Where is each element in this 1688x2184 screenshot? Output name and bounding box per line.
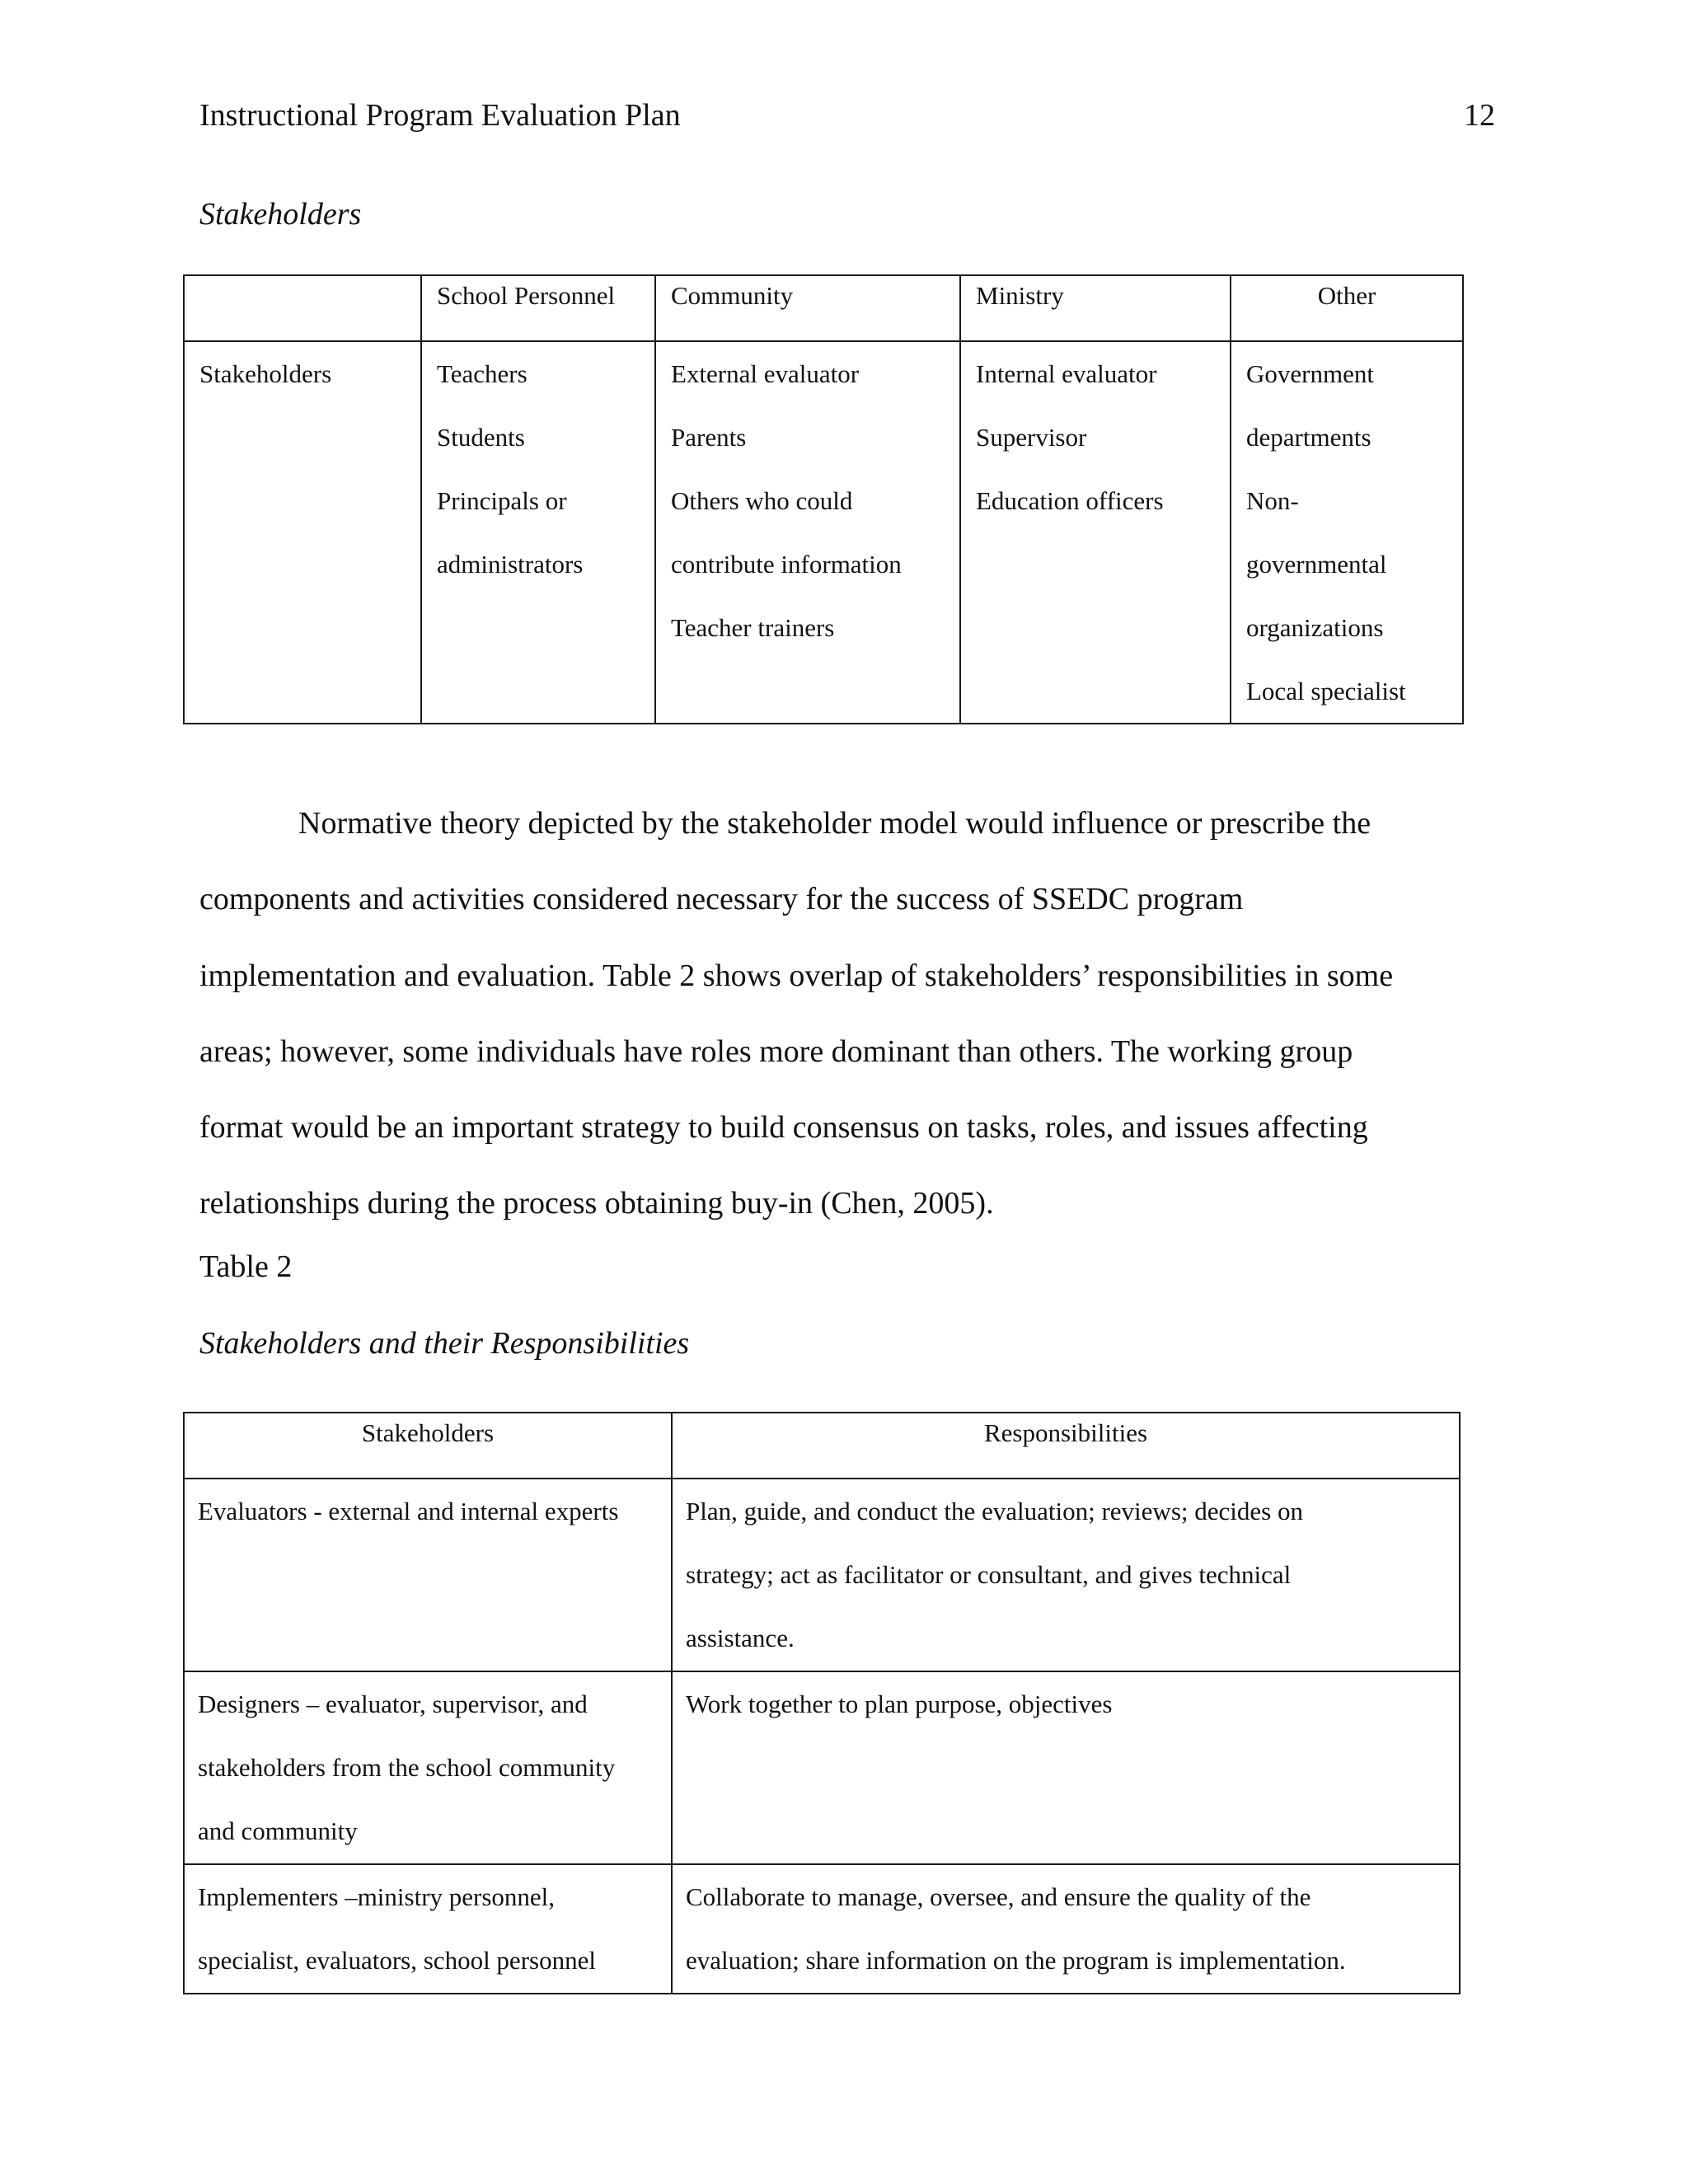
table1-row: [184, 341, 1463, 724]
stakeholder-line: Evaluators - external and internal experts: [198, 1497, 619, 1526]
paragraph-line: relationships during the process obtaining buy-in (Chen, 2005).: [199, 1186, 994, 1221]
table-row: [184, 1479, 1460, 1671]
responsibility-line: strategy; act as facilitator or consultant, and gives technical: [686, 1560, 1292, 1589]
table1-header-other: Other: [1231, 275, 1463, 341]
responsibility-line: assistance.: [686, 1624, 795, 1652]
community-cell: [655, 341, 960, 724]
school-personnel-item: Principals or: [437, 486, 567, 515]
table2-header-responsibilities: Responsibilities: [672, 1413, 1460, 1479]
table-row: [184, 1864, 1460, 1994]
ministry-item: Education officers: [976, 486, 1164, 515]
table1-row-label-cell: [184, 341, 421, 724]
other-item: governmental: [1246, 550, 1387, 579]
table2-header-row: [184, 1413, 1460, 1479]
running-head: Instructional Program Evaluation Plan: [199, 98, 681, 133]
ministry-cell: [960, 341, 1231, 724]
paragraph-line: [199, 785, 1502, 861]
stakeholder-line: stakeholders from the school community: [198, 1753, 616, 1782]
table1-header-community: Community: [655, 275, 960, 341]
stakeholder-cell: [184, 1671, 672, 1864]
paragraph-line: areas; however, some individuals have roles more dominant than others. The working group: [199, 1033, 1353, 1069]
other-item: Local specialist: [1246, 677, 1406, 705]
other-item: organizations: [1246, 613, 1384, 642]
responsibility-line: Plan, guide, and conduct the evaluation; reviews; decides on: [686, 1497, 1303, 1526]
other-cell: [1231, 341, 1463, 724]
community-item: External evaluator: [671, 359, 860, 388]
other-item: Government: [1246, 359, 1374, 388]
body-paragraph: [199, 785, 1502, 1242]
responsibility-line: Collaborate to manage, oversee, and ensure the quality of the: [686, 1882, 1311, 1911]
table1-header-blank: [184, 275, 421, 341]
stakeholder-line: and community: [198, 1816, 358, 1845]
table2-label: Table 2: [199, 1249, 293, 1284]
ministry-item: Internal evaluator: [976, 359, 1157, 388]
responsibility-line: Work together to plan purpose, objectives: [686, 1690, 1113, 1718]
responsibility-cell: [672, 1864, 1460, 1994]
table1-caption: Stakeholders: [199, 197, 362, 232]
table1-header-row: [184, 275, 1463, 341]
paragraph-line: components and activities considered necessary for the success of SSEDC program: [199, 882, 1244, 917]
table1-row-label: Stakeholders: [199, 359, 332, 388]
paragraph-line-text: Normative theory depicted by the stakeholder model would influence or prescribe the: [298, 806, 1372, 841]
stakeholder-line: specialist, evaluators, school personnel: [198, 1946, 596, 1975]
ministry-item: Supervisor: [976, 423, 1087, 452]
table1-header-school-personnel: School Personnel: [421, 275, 655, 341]
community-item: Others who could: [671, 486, 853, 515]
community-item: contribute information: [671, 550, 902, 579]
school-personnel-cell: [421, 341, 655, 724]
stakeholders-table: [183, 274, 1464, 724]
school-personnel-item: Teachers: [437, 359, 528, 388]
other-item: Non-: [1246, 486, 1299, 515]
other-item: departments: [1246, 423, 1372, 452]
community-item: Parents: [671, 423, 747, 452]
stakeholder-cell: [184, 1479, 672, 1671]
table2-header-stakeholders: Stakeholders: [184, 1413, 672, 1479]
page-number: 12: [1464, 98, 1495, 133]
stakeholder-cell: [184, 1864, 672, 1994]
paragraph-line: format would be an important strategy to build consensus on tasks, roles, and issues affecting: [199, 1110, 1368, 1146]
responsibility-line: evaluation; share information on the program is implementation.: [686, 1946, 1346, 1975]
community-item: Teacher trainers: [671, 613, 835, 642]
table-row: [184, 1671, 1460, 1864]
paragraph-line: implementation and evaluation. Table 2 shows overlap of stakeholders’ responsibilities in some: [199, 958, 1394, 993]
school-personnel-item: Students: [437, 423, 525, 452]
stakeholder-line: Implementers –ministry personnel,: [198, 1882, 556, 1911]
responsibility-cell: [672, 1671, 1460, 1864]
school-personnel-item: administrators: [437, 550, 584, 579]
responsibilities-table: [183, 1412, 1461, 1994]
stakeholder-line: Designers – evaluator, supervisor, and: [198, 1690, 588, 1718]
responsibility-cell: [672, 1479, 1460, 1671]
table2-caption: Stakeholders and their Responsibilities: [199, 1326, 690, 1361]
table1-header-ministry: Ministry: [960, 275, 1231, 341]
